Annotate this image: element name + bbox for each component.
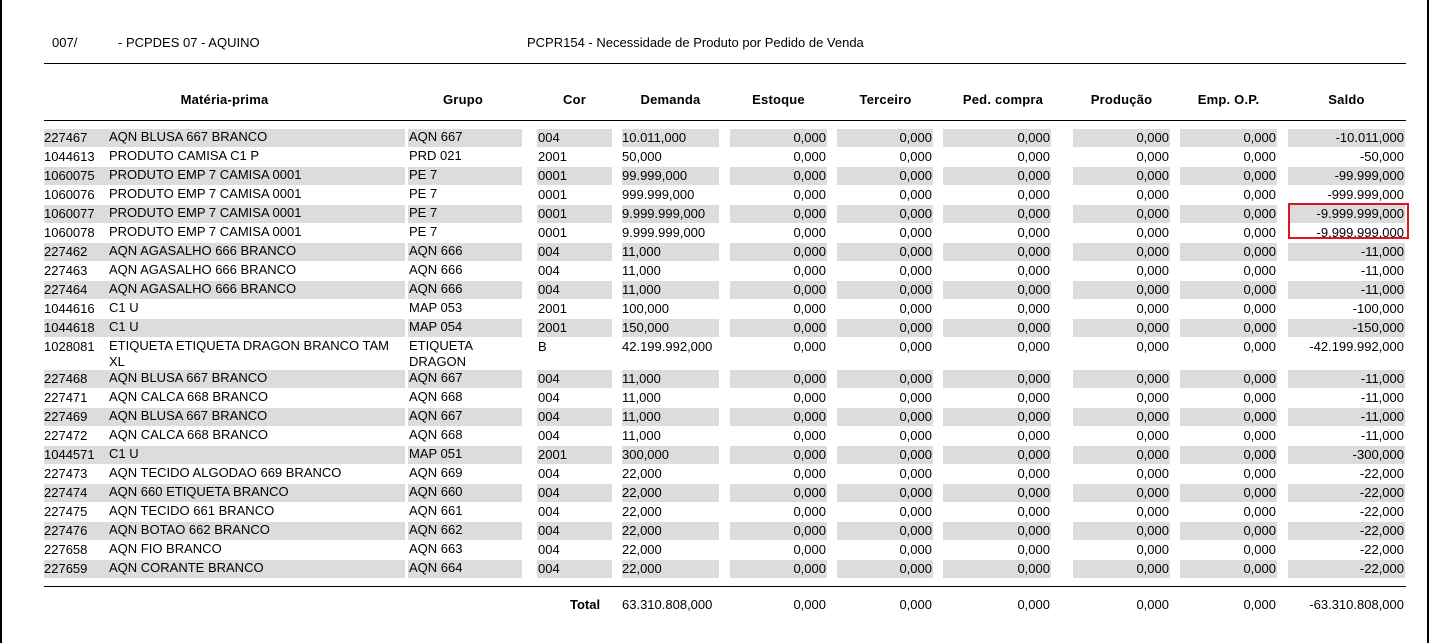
report-company: - PCPDES 07 - AQUINO: [118, 35, 260, 50]
cell-description: C1 U: [109, 319, 139, 334]
cell-cor: 2001: [537, 446, 612, 464]
cell-ped-compra: 0,000: [943, 281, 1051, 299]
cell-grupo: AQN 667: [408, 408, 522, 426]
cell-terceiro: 0,000: [899, 504, 932, 519]
cell-description: AQN BLUSA 667 BRANCO: [109, 370, 268, 385]
cell-estoque: 0,000: [730, 205, 827, 223]
cell-cor: 004: [537, 560, 612, 578]
cell-demanda: 150,000: [622, 319, 719, 337]
cell-description: AQN AGASALHO 666 BRANCO: [109, 281, 297, 296]
cell-producao: 0,000: [1136, 301, 1169, 316]
cell-grupo: PE 7: [409, 186, 438, 201]
cell-grupo: PE 7: [409, 224, 438, 239]
cell-terceiro: 0,000: [899, 390, 932, 405]
cell-cor: 004: [538, 263, 560, 278]
cell-ped-compra: 0,000: [1017, 149, 1050, 164]
cell-estoque: 0,000: [793, 428, 826, 443]
cell-cor: 0001: [538, 187, 567, 202]
cell-producao: 0,000: [1073, 205, 1170, 223]
cell-cor: B: [538, 339, 547, 354]
cell-cor: 004: [537, 370, 612, 388]
report-title: PCPR154 - Necessidade de Produto por Pedido de Venda: [527, 35, 864, 50]
cell-demanda: 22,000: [622, 522, 719, 540]
col-header-estoque: Estoque: [752, 92, 805, 107]
total-ped-compra: 0,000: [1017, 597, 1050, 612]
cell-description: C1 U: [109, 446, 139, 461]
cell-saldo: -10.011,000: [1288, 129, 1405, 147]
cell-code: 1028081: [44, 339, 95, 354]
cell-producao: 0,000: [1136, 542, 1169, 557]
cell-demanda: 11,000: [622, 243, 719, 261]
cell-demanda: 999.999,000: [622, 187, 695, 202]
cell-grupo: AQN 664: [408, 560, 522, 578]
cell-terceiro: 0,000: [899, 263, 932, 278]
cell-grupo: PE 7: [408, 167, 522, 185]
cell-demanda: 22,000: [622, 542, 662, 557]
cell-ped-compra: 0,000: [1017, 225, 1050, 240]
cell-code: 227472: [44, 428, 88, 443]
cell-estoque: 0,000: [793, 149, 826, 164]
cell-description: AQN CALCA 668 BRANCO: [109, 427, 268, 442]
cell-producao: 0,000: [1136, 187, 1169, 202]
total-demanda: 63.310.808,000: [622, 597, 713, 612]
cell-producao: 0,000: [1073, 281, 1170, 299]
cell-cor: 004: [538, 390, 560, 405]
cell-emp-op: 0,000: [1243, 301, 1276, 316]
cell-emp-op: 0,000: [1243, 542, 1276, 557]
cell-emp-op: 0,000: [1180, 484, 1277, 502]
cell-ped-compra: 0,000: [1017, 263, 1050, 278]
totals-divider: [44, 586, 1406, 587]
cell-estoque: 0,000: [793, 390, 826, 405]
cell-ped-compra: 0,000: [1017, 339, 1050, 354]
cell-ped-compra: 0,000: [943, 167, 1051, 185]
cell-saldo: -11,000: [1360, 428, 1404, 443]
cell-demanda: 10.011,000: [622, 129, 719, 147]
cell-producao: 0,000: [1136, 339, 1169, 354]
total-producao: 0,000: [1136, 597, 1169, 612]
cell-code: 1044616: [44, 301, 95, 316]
cell-description: PRODUTO EMP 7 CAMISA 0001: [109, 224, 302, 239]
cell-description: AQN AGASALHO 666 BRANCO: [109, 262, 297, 277]
total-saldo: -63.310.808,000: [1309, 597, 1404, 612]
total-estoque: 0,000: [793, 597, 826, 612]
cell-grupo: AQN 662: [408, 522, 522, 540]
cell-emp-op: 0,000: [1180, 446, 1277, 464]
col-header-saldo: Saldo: [1328, 92, 1365, 107]
cell-saldo: -50,000: [1359, 149, 1404, 164]
cell-ped-compra: 0,000: [943, 446, 1051, 464]
cell-cor: 004: [537, 281, 612, 299]
cell-demanda: 11,000: [622, 370, 719, 388]
col-header-producao: Produção: [1090, 92, 1153, 107]
cell-estoque: 0,000: [730, 281, 827, 299]
cell-grupo: AQN 666: [408, 243, 522, 261]
cell-demanda: 22,000: [622, 504, 662, 519]
cell-grupo: PE 7: [408, 205, 522, 223]
cell-code: 227469: [44, 409, 88, 424]
cell-demanda: 9.999.999,000: [622, 205, 719, 223]
cell-demanda: 50,000: [622, 149, 662, 164]
cell-emp-op: 0,000: [1180, 243, 1277, 261]
cell-saldo: -22,000: [1359, 542, 1404, 557]
cell-emp-op: 0,000: [1180, 370, 1277, 388]
cell-description: PRODUTO EMP 7 CAMISA 0001: [109, 205, 302, 220]
cell-terceiro: 0,000: [899, 301, 932, 316]
cell-estoque: 0,000: [793, 466, 826, 481]
cell-grupo: PRD 021: [409, 148, 462, 163]
cell-emp-op: 0,000: [1243, 428, 1276, 443]
cell-terceiro: 0,000: [837, 484, 933, 502]
cell-emp-op: 0,000: [1180, 167, 1277, 185]
cell-cor: 2001: [537, 319, 612, 337]
cell-code: 1060075: [44, 168, 95, 183]
cell-cor: 0001: [537, 167, 612, 185]
cell-saldo: -11,000: [1360, 390, 1404, 405]
cell-emp-op: 0,000: [1180, 522, 1277, 540]
cell-description: PRODUTO EMP 7 CAMISA 0001: [109, 186, 302, 201]
cell-emp-op: 0,000: [1243, 225, 1276, 240]
cell-demanda: 11,000: [622, 263, 661, 278]
total-label: Total: [570, 597, 601, 612]
cell-ped-compra: 0,000: [1017, 390, 1050, 405]
cell-code: 1044618: [44, 320, 95, 335]
page-border-right: [1427, 0, 1429, 643]
page-border-left: [0, 0, 2, 643]
cell-saldo: -11,000: [1360, 263, 1404, 278]
cell-ped-compra: 0,000: [943, 408, 1051, 426]
col-header-demanda: Demanda: [640, 92, 701, 107]
cell-demanda: 22,000: [622, 466, 662, 481]
cell-description: AQN FIO BRANCO: [109, 541, 222, 556]
cell-producao: 0,000: [1073, 243, 1170, 261]
cell-saldo: -100,000: [1352, 301, 1404, 316]
cell-terceiro: 0,000: [837, 560, 933, 578]
cell-saldo: -22,000: [1288, 522, 1405, 540]
cell-cor: 004: [537, 243, 612, 261]
cell-code: 1060076: [44, 187, 95, 202]
cell-estoque: 0,000: [730, 484, 827, 502]
cell-cor: 0001: [537, 205, 612, 223]
cell-description: AQN 660 ETIQUETA BRANCO: [109, 484, 289, 499]
cell-grupo: AQN 667: [408, 370, 522, 388]
cell-ped-compra: 0,000: [943, 243, 1051, 261]
cell-grupo: AQN 660: [408, 484, 522, 502]
cell-grupo: AQN 666: [408, 281, 522, 299]
cell-ped-compra: 0,000: [943, 522, 1051, 540]
cell-producao: 0,000: [1136, 466, 1169, 481]
cell-producao: 0,000: [1073, 129, 1170, 147]
cell-estoque: 0,000: [793, 542, 826, 557]
cell-terceiro: 0,000: [899, 428, 932, 443]
total-terceiro: 0,000: [899, 597, 932, 612]
cell-estoque: 0,000: [730, 446, 827, 464]
cell-emp-op: 0,000: [1243, 187, 1276, 202]
cell-ped-compra: 0,000: [943, 370, 1051, 388]
cell-emp-op: 0,000: [1180, 560, 1277, 578]
cell-grupo: MAP 054: [408, 319, 522, 337]
cell-cor: 004: [538, 466, 560, 481]
highlight-box: [1288, 203, 1409, 239]
cell-producao: 0,000: [1073, 319, 1170, 337]
cell-saldo: -22,000: [1359, 466, 1404, 481]
cell-estoque: 0,000: [730, 370, 827, 388]
cell-code: 1044613: [44, 149, 95, 164]
cell-ped-compra: 0,000: [943, 560, 1051, 578]
cell-estoque: 0,000: [793, 187, 826, 202]
cell-demanda: 11,000: [622, 281, 719, 299]
cell-demanda: 9.999.999,000: [622, 225, 706, 240]
cell-demanda: 11,000: [622, 428, 661, 443]
cell-saldo: -42.199.992,000: [1309, 339, 1404, 354]
cell-saldo: -22,000: [1288, 560, 1405, 578]
cell-demanda: 11,000: [622, 408, 719, 426]
cell-estoque: 0,000: [730, 319, 827, 337]
cell-estoque: 0,000: [730, 167, 827, 185]
cell-terceiro: 0,000: [837, 281, 933, 299]
cell-code: 1060078: [44, 225, 95, 240]
cell-estoque: 0,000: [793, 301, 826, 316]
cell-demanda: 22,000: [622, 560, 719, 578]
cell-terceiro: 0,000: [837, 129, 933, 147]
cell-estoque: 0,000: [793, 504, 826, 519]
cell-ped-compra: 0,000: [1017, 301, 1050, 316]
cell-cor: 004: [537, 408, 612, 426]
cell-demanda: 300,000: [622, 446, 719, 464]
cell-producao: 0,000: [1073, 484, 1170, 502]
cell-emp-op: 0,000: [1180, 129, 1277, 147]
cell-description: AQN CORANTE BRANCO: [109, 560, 264, 575]
cell-saldo: -300,000: [1288, 446, 1405, 464]
cell-cor: 004: [537, 129, 612, 147]
cell-estoque: 0,000: [730, 522, 827, 540]
cell-code: 227463: [44, 263, 88, 278]
cell-terceiro: 0,000: [899, 339, 932, 354]
cell-code: 1044571: [44, 447, 95, 462]
cell-ped-compra: 0,000: [943, 129, 1051, 147]
cell-demanda: 100,000: [622, 301, 669, 316]
total-emp-op: 0,000: [1243, 597, 1276, 612]
cell-producao: 0,000: [1136, 428, 1169, 443]
cell-cor: 2001: [538, 301, 567, 316]
cell-saldo: -22,000: [1288, 484, 1405, 502]
cell-saldo: -9.999.999,000: [1288, 205, 1405, 223]
cell-code: 1060077: [44, 206, 95, 221]
cell-terceiro: 0,000: [837, 446, 933, 464]
cell-grupo: ETIQUETA DRAGON: [409, 338, 473, 369]
cell-description: AQN BLUSA 667 BRANCO: [109, 408, 268, 423]
cell-ped-compra: 0,000: [1017, 466, 1050, 481]
cell-saldo: -99.999,000: [1288, 167, 1405, 185]
cell-description: C1 U: [109, 300, 139, 315]
cell-code: 227467: [44, 130, 88, 145]
cell-grupo: AQN 666: [409, 262, 463, 277]
cell-demanda: 42.199.992,000: [622, 339, 713, 354]
cell-emp-op: 0,000: [1180, 281, 1277, 299]
cell-emp-op: 0,000: [1243, 390, 1276, 405]
cell-terceiro: 0,000: [837, 243, 933, 261]
cell-grupo: AQN 667: [408, 129, 522, 147]
col-header-materia-prima: Matéria-prima: [180, 92, 269, 107]
cell-ped-compra: 0,000: [943, 484, 1051, 502]
cell-terceiro: 0,000: [899, 225, 932, 240]
cell-cor: 0001: [538, 225, 567, 240]
cell-emp-op: 0,000: [1180, 205, 1277, 223]
cell-estoque: 0,000: [730, 560, 827, 578]
cell-saldo: -9.999.999,000: [1316, 225, 1404, 240]
cell-estoque: 0,000: [730, 408, 827, 426]
cell-saldo: -11,000: [1288, 370, 1405, 388]
cell-grupo: AQN 668: [409, 427, 463, 442]
cell-description: AQN TECIDO 661 BRANCO: [109, 503, 275, 518]
cell-producao: 0,000: [1073, 370, 1170, 388]
cell-terceiro: 0,000: [899, 466, 932, 481]
cell-grupo: MAP 053: [409, 300, 463, 315]
cell-ped-compra: 0,000: [943, 319, 1051, 337]
cell-producao: 0,000: [1136, 390, 1169, 405]
cell-emp-op: 0,000: [1180, 319, 1277, 337]
cell-description: AQN AGASALHO 666 BRANCO: [109, 243, 297, 258]
cell-grupo: MAP 051: [408, 446, 522, 464]
col-header-grupo: Grupo: [443, 92, 483, 107]
cell-producao: 0,000: [1136, 149, 1169, 164]
cell-producao: 0,000: [1073, 408, 1170, 426]
cell-code: 227659: [44, 561, 88, 576]
cell-code: 227474: [44, 485, 88, 500]
cell-emp-op: 0,000: [1243, 466, 1276, 481]
cell-ped-compra: 0,000: [1017, 187, 1050, 202]
cell-estoque: 0,000: [793, 263, 826, 278]
cell-description: PRODUTO CAMISA C1 P: [109, 148, 260, 163]
cell-terceiro: 0,000: [837, 319, 933, 337]
cell-emp-op: 0,000: [1243, 504, 1276, 519]
cell-emp-op: 0,000: [1243, 339, 1276, 354]
cell-terceiro: 0,000: [899, 187, 932, 202]
cell-cor: 004: [538, 428, 560, 443]
cell-cor: 004: [537, 484, 612, 502]
cell-producao: 0,000: [1136, 225, 1169, 240]
cell-description: PRODUTO EMP 7 CAMISA 0001: [109, 167, 302, 182]
cell-cor: 2001: [538, 149, 567, 164]
cell-producao: 0,000: [1073, 522, 1170, 540]
cell-ped-compra: 0,000: [1017, 504, 1050, 519]
cell-estoque: 0,000: [793, 339, 826, 354]
cell-cor: 004: [538, 542, 560, 557]
cell-estoque: 0,000: [730, 243, 827, 261]
cell-cor: 004: [538, 504, 560, 519]
cell-saldo: -11,000: [1288, 243, 1405, 261]
cell-terceiro: 0,000: [837, 408, 933, 426]
col-header-terceiro: Terceiro: [859, 92, 912, 107]
cell-code: 227473: [44, 466, 88, 481]
col-header-ped-compra: Ped. compra: [962, 92, 1044, 107]
cell-producao: 0,000: [1136, 263, 1169, 278]
cell-description: AQN BOTAO 662 BRANCO: [109, 522, 270, 537]
cell-grupo: AQN 669: [409, 465, 463, 480]
cell-grupo: AQN 661: [409, 503, 463, 518]
cell-terceiro: 0,000: [837, 522, 933, 540]
cell-grupo: AQN 668: [409, 389, 463, 404]
cell-saldo: -11,000: [1288, 408, 1405, 426]
cell-code: 227475: [44, 504, 88, 519]
cell-producao: 0,000: [1073, 446, 1170, 464]
cell-producao: 0,000: [1136, 504, 1169, 519]
cell-description: ETIQUETA ETIQUETA DRAGON BRANCO TAM XL: [109, 338, 390, 369]
cell-emp-op: 0,000: [1180, 408, 1277, 426]
cell-ped-compra: 0,000: [943, 205, 1051, 223]
cell-terceiro: 0,000: [837, 370, 933, 388]
cell-producao: 0,000: [1073, 167, 1170, 185]
cell-saldo: -999.999,000: [1327, 187, 1404, 202]
header-divider: [44, 63, 1406, 64]
cell-code: 227462: [44, 244, 88, 259]
col-header-cor: Cor: [563, 92, 586, 107]
cell-emp-op: 0,000: [1243, 263, 1276, 278]
cell-code: 227468: [44, 371, 88, 386]
cell-demanda: 99.999,000: [622, 167, 719, 185]
cell-emp-op: 0,000: [1243, 149, 1276, 164]
cell-terceiro: 0,000: [899, 149, 932, 164]
cell-code: 227658: [44, 542, 88, 557]
col-header-emp-op: Emp. O.P.: [1197, 92, 1260, 107]
cell-demanda: 11,000: [622, 390, 661, 405]
cell-saldo: -22,000: [1359, 504, 1404, 519]
cell-terceiro: 0,000: [837, 205, 933, 223]
cell-code: 227471: [44, 390, 88, 405]
cell-terceiro: 0,000: [837, 167, 933, 185]
cell-producao: 0,000: [1073, 560, 1170, 578]
cell-estoque: 0,000: [793, 225, 826, 240]
cell-description: AQN BLUSA 667 BRANCO: [109, 129, 268, 144]
column-header-divider: [44, 120, 1406, 121]
cell-description: AQN CALCA 668 BRANCO: [109, 389, 268, 404]
cell-terceiro: 0,000: [899, 542, 932, 557]
cell-description: AQN TECIDO ALGODAO 669 BRANCO: [109, 465, 342, 480]
report-code: 007/: [52, 35, 78, 50]
cell-saldo: -11,000: [1288, 281, 1405, 299]
cell-estoque: 0,000: [730, 129, 827, 147]
cell-ped-compra: 0,000: [1017, 542, 1050, 557]
cell-saldo: -150,000: [1288, 319, 1405, 337]
cell-code: 227464: [44, 282, 88, 297]
cell-grupo: AQN 663: [409, 541, 463, 556]
cell-ped-compra: 0,000: [1017, 428, 1050, 443]
cell-code: 227476: [44, 523, 88, 538]
cell-cor: 004: [537, 522, 612, 540]
cell-demanda: 22,000: [622, 484, 719, 502]
